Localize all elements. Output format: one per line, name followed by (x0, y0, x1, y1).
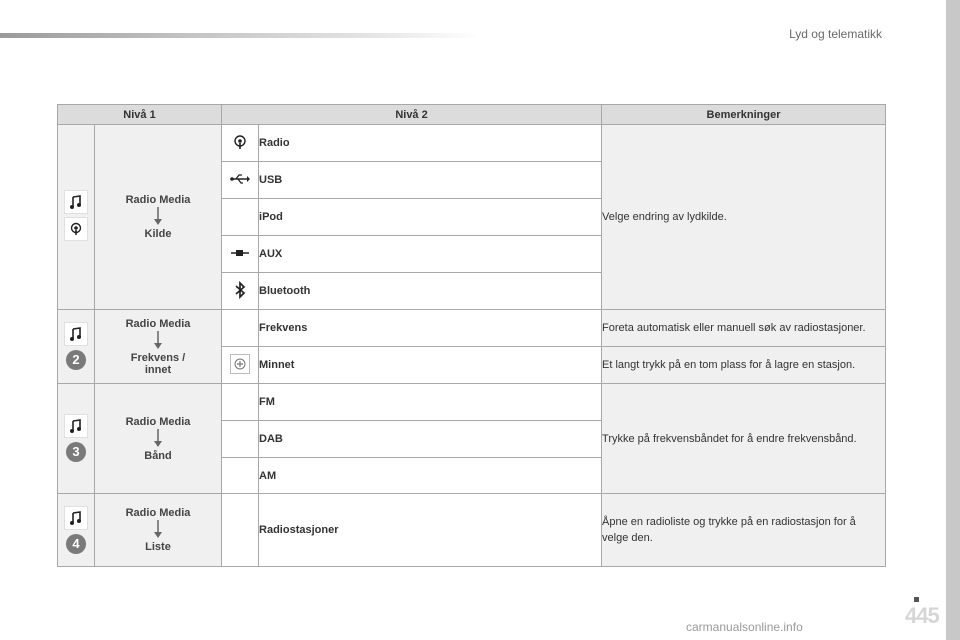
radio-antenna-icon (232, 134, 248, 150)
music-note-icon (64, 506, 88, 530)
path-bottom-label: Kilde (144, 228, 172, 240)
note-source: Velge endring av lydkilde. (602, 125, 886, 310)
option-frekvens[interactable]: Frekvens (259, 310, 602, 347)
aux-jack-icon (229, 247, 251, 259)
option-icon-cell (222, 494, 259, 567)
level1-icons-band (58, 384, 95, 494)
memory-plus-icon (230, 354, 250, 374)
path-bottom-label: Frekvens / innet (130, 351, 186, 376)
footer-marker (914, 597, 919, 602)
table-row (58, 310, 886, 347)
option-bluetooth[interactable]: Bluetooth (259, 273, 602, 310)
music-note-icon (64, 414, 88, 438)
note-minnet: Et langt trykk på en tom plass for å lagre en stasjon. (602, 347, 886, 384)
option-icon-cell (222, 347, 259, 384)
col-header-remarks: Bemerkninger (602, 105, 886, 125)
table-row (58, 125, 886, 162)
menu-table (57, 104, 886, 567)
usb-icon (229, 172, 251, 186)
option-icon-cell (222, 199, 259, 236)
path-frequency (95, 310, 222, 384)
note-list: Åpne en radioliste og trykke på en radiostasjon for å velge den. (602, 494, 886, 567)
radio-antenna-icon (64, 217, 88, 241)
step-badge: 3 (66, 442, 86, 462)
path-list (95, 494, 222, 567)
option-icon-cell (222, 236, 259, 273)
table-row (58, 384, 886, 421)
col-header-level2: Nivå 2 (222, 105, 602, 125)
option-radio[interactable]: Radio (259, 125, 602, 162)
bluetooth-icon (234, 281, 246, 299)
level1-icons-source (58, 125, 95, 310)
page-edge-bar (946, 0, 960, 640)
level1-icons-frequency (58, 310, 95, 384)
option-am[interactable]: AM (259, 458, 602, 494)
path-source (95, 125, 222, 310)
option-icon-cell (222, 458, 259, 494)
note-band: Trykke på frekvensbåndet for å endre frekvensbånd. (602, 384, 886, 494)
arrow-down-icon (153, 429, 163, 449)
music-note-icon (64, 322, 88, 346)
path-top-label: Radio Media (125, 317, 191, 330)
path-top-label: Radio Media (125, 194, 191, 206)
option-icon-cell (222, 310, 259, 347)
step-badge: 4 (66, 534, 86, 554)
option-aux[interactable]: AUX (259, 236, 602, 273)
arrow-down-icon (153, 520, 163, 540)
path-bottom-label: Bånd (144, 449, 172, 462)
option-radiostasjoner[interactable]: Radiostasjoner (259, 494, 602, 567)
option-icon-cell (222, 421, 259, 458)
page-number: 445 (905, 603, 939, 628)
note-frekvens: Foreta automatisk eller manuell søk av radiostasjoner. (602, 310, 886, 347)
table-header-row (58, 105, 886, 125)
level1-icons-list (58, 494, 95, 567)
option-ipod[interactable]: iPod (259, 199, 602, 236)
watermark-text: carmanualsonline.info (686, 620, 803, 634)
path-band (95, 384, 222, 494)
table-row (58, 494, 886, 567)
option-fm[interactable]: FM (259, 384, 602, 421)
option-icon-cell (222, 273, 259, 310)
path-bottom-label: Liste (145, 541, 171, 553)
path-top-label: Radio Media (125, 507, 191, 519)
option-minnet[interactable]: Minnet (259, 347, 602, 384)
section-title: Lyd og telematikk (789, 27, 882, 41)
option-dab[interactable]: DAB (259, 421, 602, 458)
option-usb[interactable]: USB (259, 162, 602, 199)
option-icon-cell (222, 125, 259, 162)
col-header-level1: Nivå 1 (58, 105, 222, 125)
path-top-label: Radio Media (125, 415, 191, 428)
music-note-icon (64, 190, 88, 214)
step-badge: 2 (66, 350, 86, 370)
option-icon-cell (222, 384, 259, 421)
arrow-down-icon (153, 331, 163, 351)
option-icon-cell (222, 162, 259, 199)
arrow-down-icon (153, 207, 163, 227)
header-bar (0, 33, 480, 38)
